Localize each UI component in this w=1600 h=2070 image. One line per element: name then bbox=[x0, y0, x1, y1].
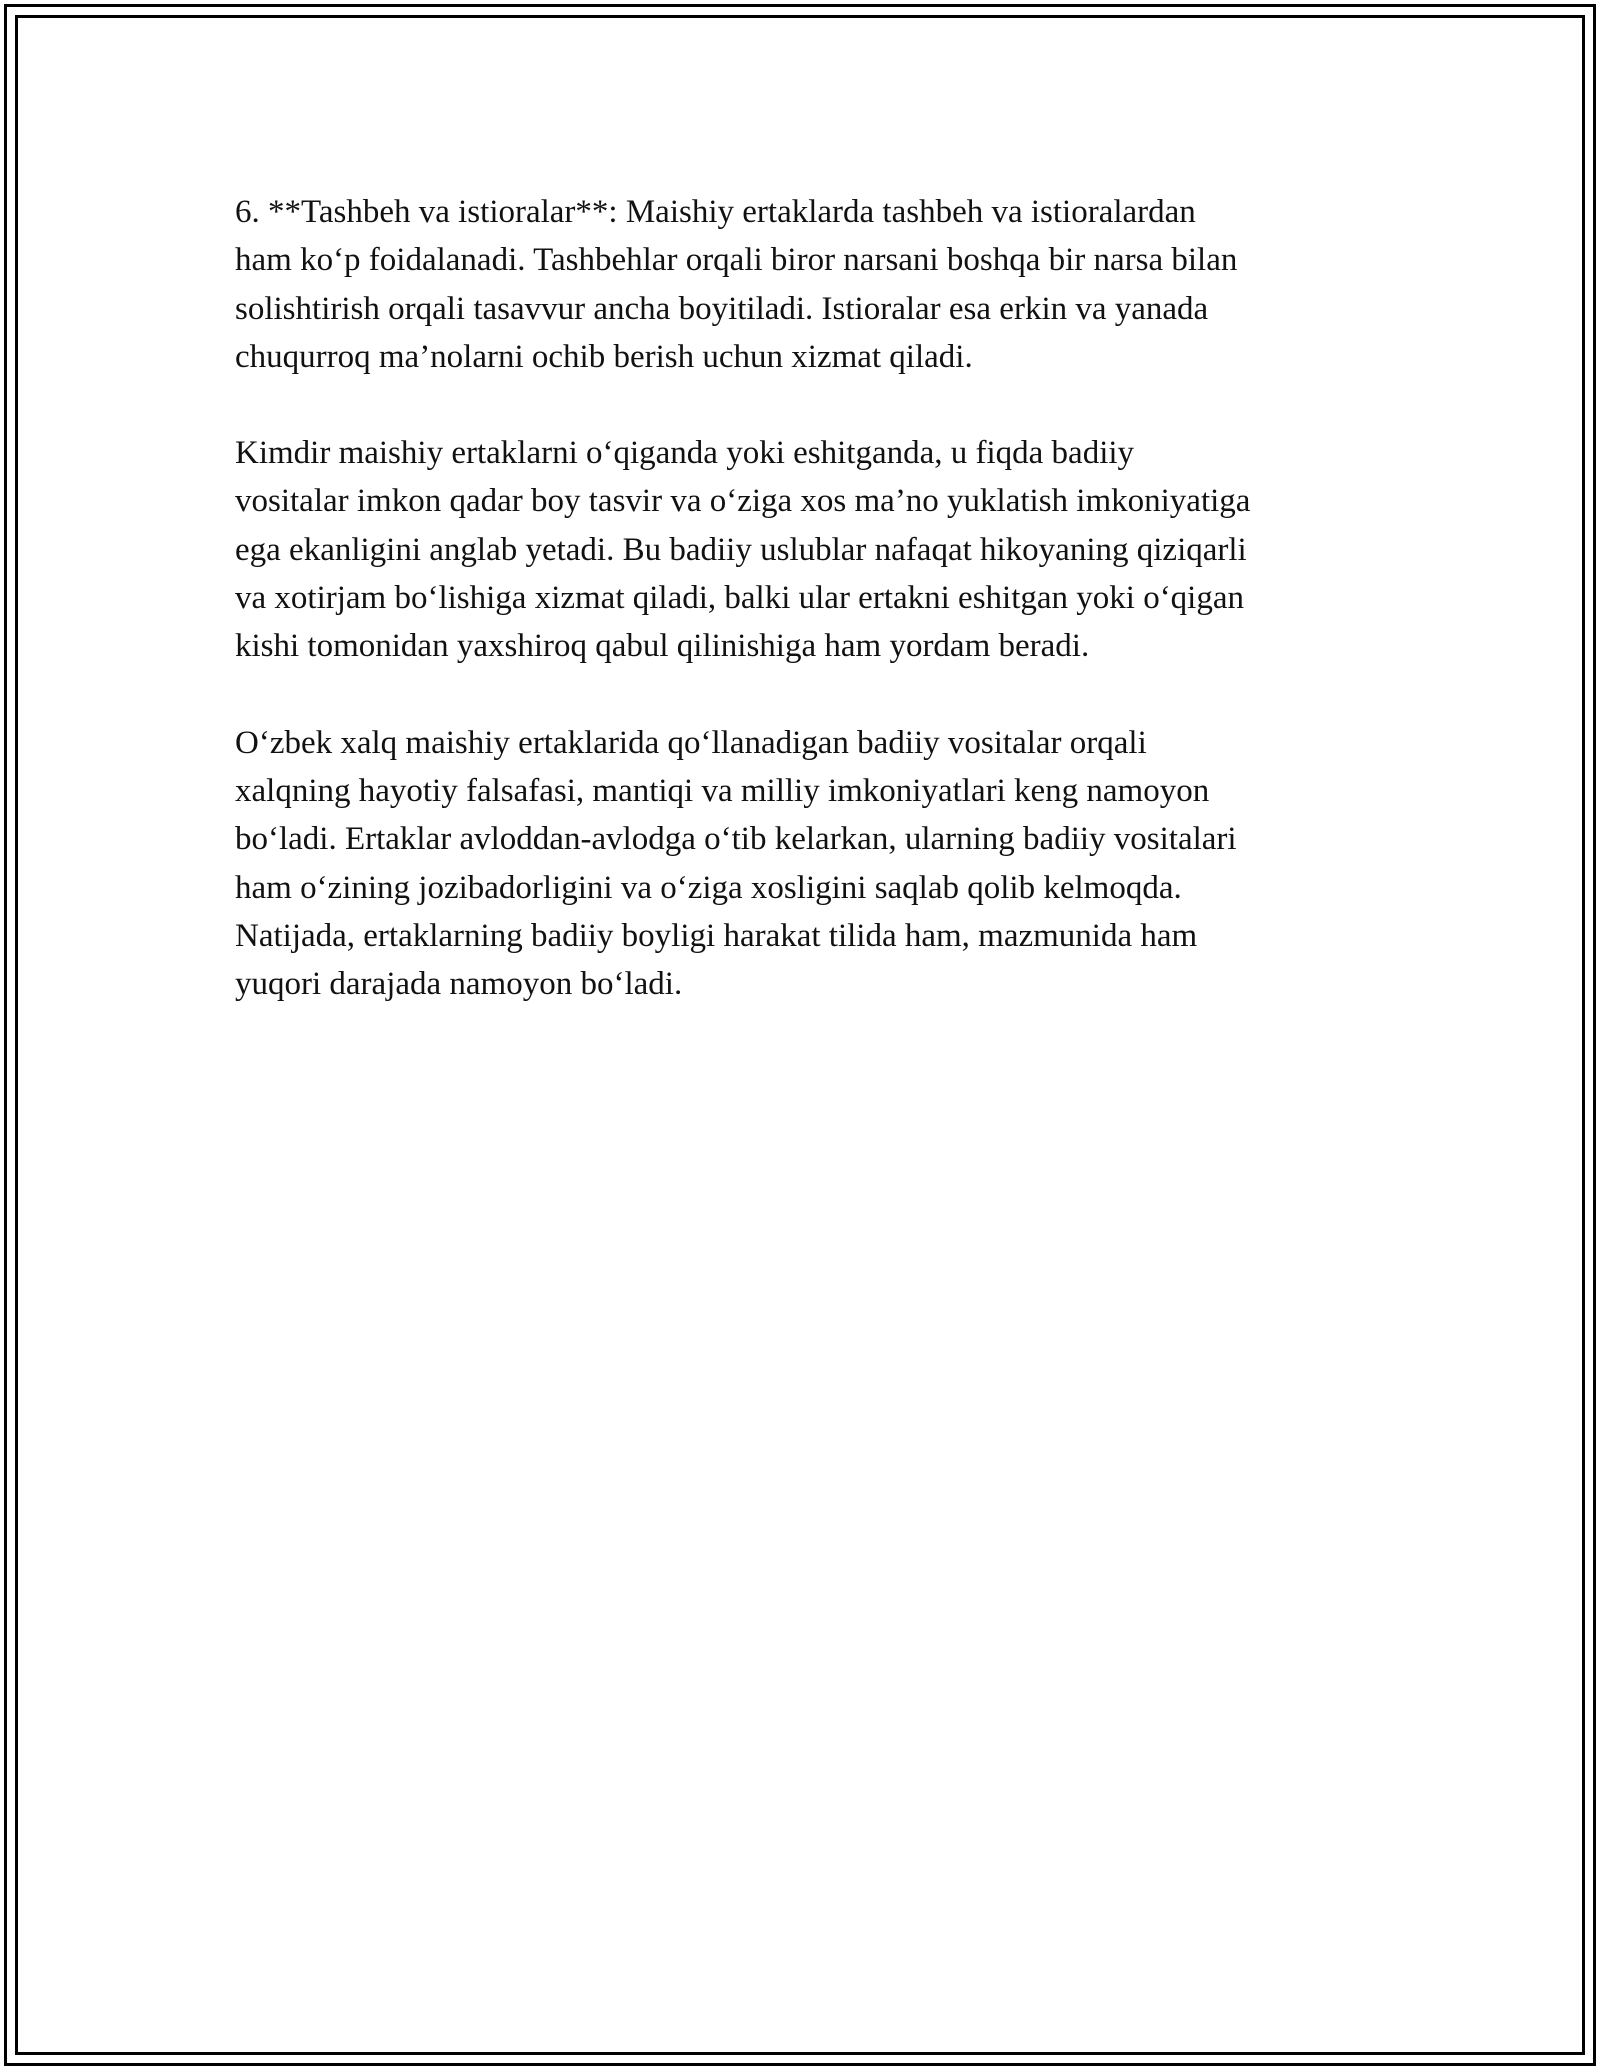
paragraph-badiiy-vositalar: Kimdir maishiy ertaklarni o‘qiganda yoki eshitganda, u fiqda badiiy vositalar imkon qadar boy tasvir va o‘ziga xos ma’no yuklatish imkoniyatiga ega ekanligini anglab yetadi. Bu badiiy uslublar nafaqat hikoyaning qiziqarli va xotirjam bo‘lishiga xizmat qiladi, balki ular ertakni eshitgan yoki o‘qigan kishi tomonidan yaxshiroq qabul qilinishiga ham yordam beradi. bbox=[235, 435, 1251, 665]
paragraph-ozbek-xalq-ertaklari: O‘zbek xalq maishiy ertaklarida qo‘llanadigan badiiy vositalar orqali xalqning hayotiy falsafasi, mantiqi va milliy imkoniyatlari keng namoyon bo‘ladi. Ertaklar avloddan-avlodga o‘tib kelarkan, ularning badiiy vositalari ham o‘zining jozibadorligini va o‘ziga xosligini saqlab qolib kelmoqda. Natijada, ertaklarning badiiy boyligi harakat tilida ham, mazmunida ham yuqori darajada namoyon bo‘ladi. bbox=[235, 724, 1237, 1003]
document-body bbox=[235, 188, 1385, 1056]
paragraph-tashbeh-istioralar: 6. **Tashbeh va istioralar**: Maishiy ertaklarda tashbeh va istioralardan ham ko‘p foidalanadi. Tashbehlar orqali biror narsani boshqa bir narsa bilan solishtirish orqali tasavvur ancha boyitiladi. Istioralar esa erkin va yanada chuqurroq ma’nolarni ochib berish uchun xizmat qiladi. bbox=[235, 194, 1238, 375]
